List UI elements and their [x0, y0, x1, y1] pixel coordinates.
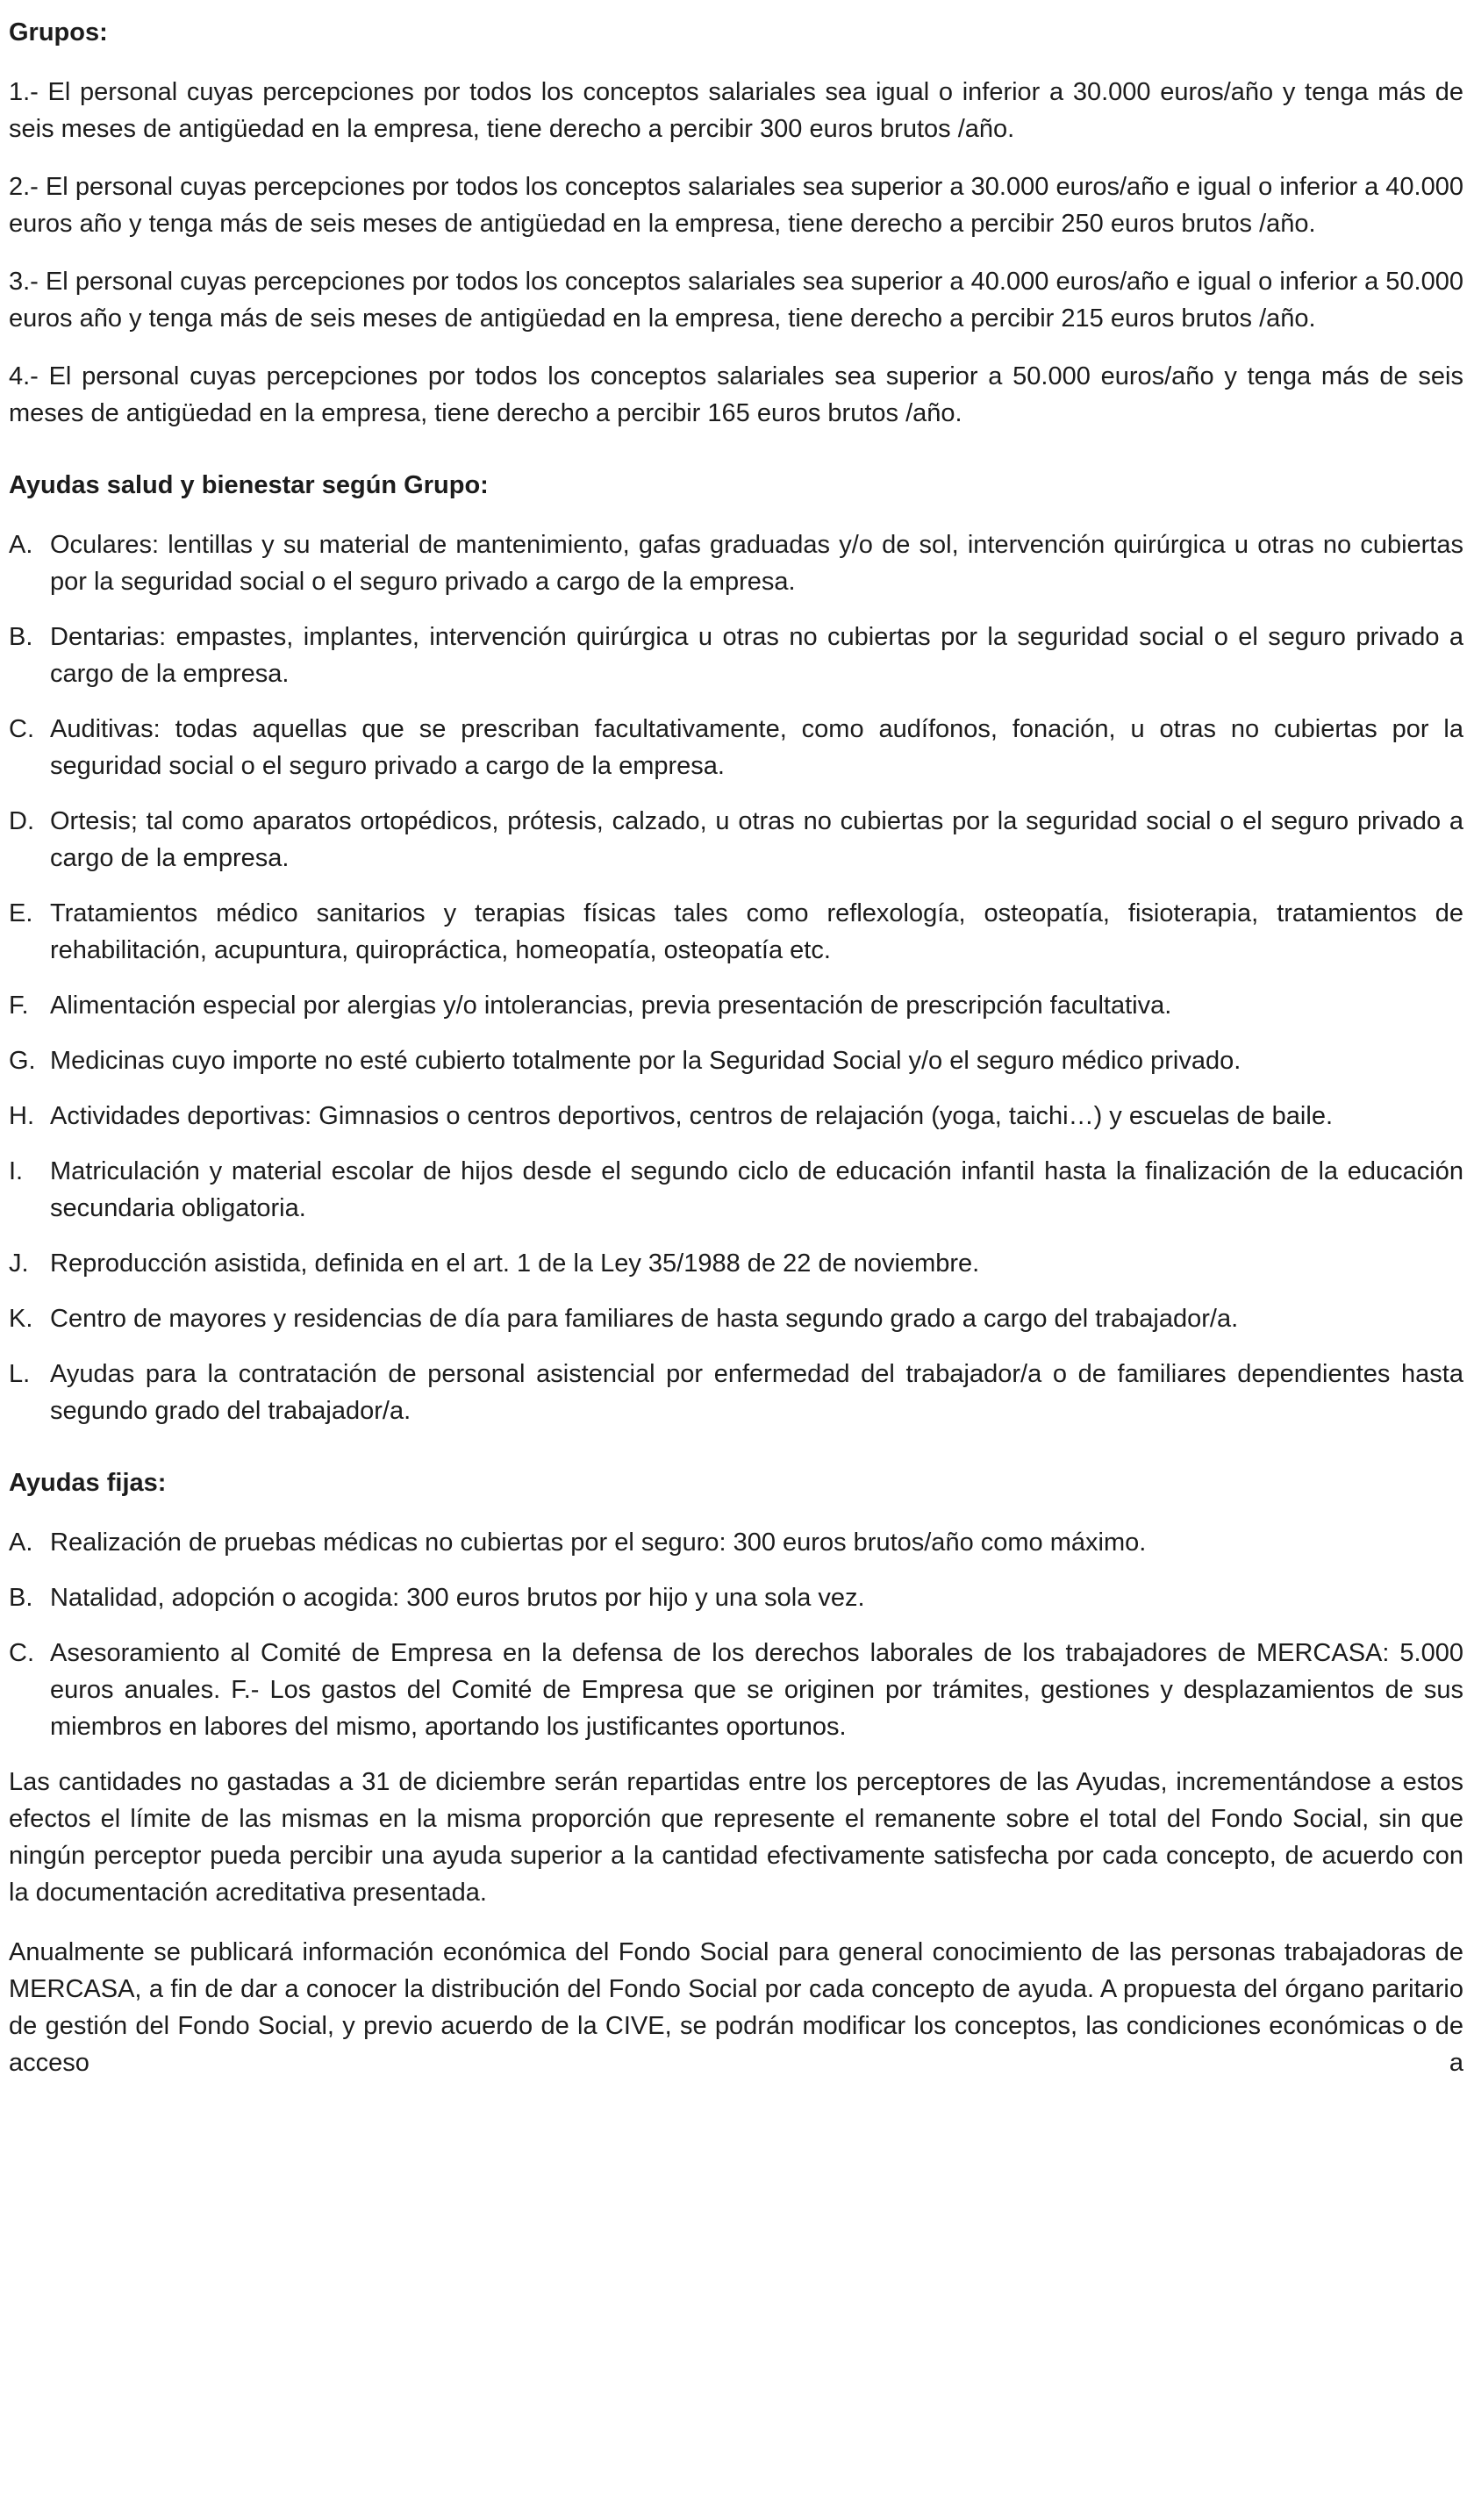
fijas-item-a: [9, 1524, 1463, 1561]
item-text: Asesoramiento al Comité de Empresa en la defensa de los derechos laborales de los trabajadores de MERCASA: 5.000 euros anuales. F.- Los gastos del Comité de Empresa que se originen por trámites, gestiones y desplazamientos de sus miembros en labores del mismo, aportando los justificantes oportunos.: [50, 1639, 1463, 1741]
item-letter: J.: [9, 1249, 29, 1278]
closing-paragraph-publicacion: Anualmente se publicará información económica del Fondo Social para general conocimiento de las personas trabajadoras de MERCASA, a fin de dar a conocer la distribución del Fondo Social por cada concepto de ayuda. A propuesta del órgano paritario de gestión del Fondo Social, y previo acuerdo de la CIVE, se podrán modificar los conceptos, las condiciones económicas o de acceso a: [9, 1938, 1463, 2077]
item-letter: C.: [9, 1639, 34, 1667]
item-letter: I.: [9, 1157, 24, 1185]
salud-item-k: [9, 1300, 1463, 1337]
grupo-paragraph-2: [9, 168, 1463, 242]
item-text: Natalidad, adopción o acogida: 300 euros brutos por hijo y una sola vez.: [50, 1584, 865, 1612]
item-text: El personal cuyas percepciones por todos los conceptos salariales sea superior a 30.000 euros/año e igual o inferior a 40.000 euros año y tenga más de seis meses de antigüedad en la empresa, tiene derecho a percibir 250 euros brutos /año.: [9, 173, 1463, 238]
item-text: Auditivas: todas aquellas que se prescriban facultativamente, como audífonos, fonación, u otras no cubiertas por la seguridad social o el seguro privado a cargo de la empresa.: [50, 715, 1463, 780]
item-text: El personal cuyas percepciones por todos los conceptos salariales sea igual o inferior a 30.000 euros/año y tenga más de seis meses de antigüedad en la empresa, tiene derecho a percibir 300 euros brutos /año.: [9, 78, 1463, 143]
item-letter: B.: [9, 1584, 33, 1612]
item-text: Actividades deportivas: Gimnasios o centros deportivos, centros de relajación (yoga, taichi…) y escuelas de baile.: [50, 1102, 1334, 1130]
item-letter: D.: [9, 807, 34, 835]
item-text: Centro de mayores y residencias de día para familiares de hasta segundo grado a cargo del trabajador/a.: [50, 1305, 1239, 1333]
item-letter: B.: [9, 623, 33, 651]
item-text: Oculares: lentillas y su material de mantenimiento, gafas graduadas y/o de sol, intervención quirúrgica u otras no cubiertas por la seguridad social o el seguro privado a cargo de la empresa.: [50, 531, 1463, 596]
item-text: Ortesis; tal como aparatos ortopédicos, prótesis, calzado, u otras no cubiertas por la seguridad social o el seguro privado a cargo de la empresa.: [50, 807, 1463, 872]
grupo-paragraph-4: [9, 358, 1463, 432]
item-letter: C.: [9, 715, 34, 743]
section-heading-ayudas-salud: Ayudas salud y bienestar según Grupo:: [9, 471, 489, 499]
salud-item-a: [9, 526, 1463, 600]
salud-item-l: [9, 1356, 1463, 1429]
closing-paragraph-remanente: Las cantidades no gastadas a 31 de diciembre serán repartidas entre los perceptores de las Ayudas, incrementándose a estos efectos el límite de las mismas en la misma proporción que represente el remanente sobre el total del Fondo Social, sin que ningún perceptor pueda percibir una ayuda superior a la cantidad efectivamente satisfecha por cada concepto, de acuerdo con la documentación acreditativa presentada.: [9, 1768, 1463, 1907]
salud-item-b: [9, 619, 1463, 692]
item-text: Reproducción asistida, definida en el art. 1 de la Ley 35/1988 de 22 de noviembre.: [50, 1249, 980, 1278]
item-number: 1.-: [9, 78, 39, 106]
item-text: Tratamientos médico sanitarios y terapias físicas tales como reflexología, osteopatía, fisioterapia, tratamientos de rehabilitación, acupuntura, quiropráctica, homeopatía, osteopatía etc.: [50, 899, 1463, 964]
item-letter: K.: [9, 1305, 33, 1333]
item-text: Ayudas para la contratación de personal asistencial por enfermedad del trabajador/a o de familiares dependientes hasta segundo grado del trabajador/a.: [50, 1360, 1463, 1425]
item-letter: G.: [9, 1047, 36, 1075]
item-text: El personal cuyas percepciones por todos los conceptos salariales sea superior a 40.000 euros/año e igual o inferior a 50.000 euros año y tenga más de seis meses de antigüedad en la empresa, tiene derecho a percibir 215 euros brutos /año.: [9, 268, 1463, 333]
section-heading-grupos: Grupos:: [9, 18, 108, 47]
item-letter: A.: [9, 1528, 33, 1557]
item-number: 2.-: [9, 173, 39, 201]
item-text: Alimentación especial por alergias y/o intolerancias, previa presentación de prescripción facultativa.: [50, 992, 1172, 1020]
salud-item-j: [9, 1245, 1463, 1282]
item-letter: H.: [9, 1102, 34, 1130]
item-number: 3.-: [9, 268, 39, 296]
section-heading-ayudas-fijas: Ayudas fijas:: [9, 1469, 167, 1497]
item-letter: F.: [9, 992, 29, 1020]
item-letter: A.: [9, 531, 33, 559]
salud-item-d: [9, 803, 1463, 877]
salud-item-g: [9, 1042, 1463, 1079]
salud-item-i: [9, 1153, 1463, 1227]
item-text: Medicinas cuyo importe no esté cubierto totalmente por la Seguridad Social y/o el seguro médico privado.: [50, 1047, 1241, 1075]
grupo-paragraph-1: [9, 74, 1463, 147]
item-text: Realización de pruebas médicas no cubiertas por el seguro: 300 euros brutos/año como máximo.: [50, 1528, 1147, 1557]
salud-item-h: [9, 1098, 1463, 1135]
grupo-paragraph-3: [9, 263, 1463, 337]
item-text: Dentarias: empastes, implantes, intervención quirúrgica u otras no cubiertas por la seguridad social o el seguro privado a cargo de la empresa.: [50, 623, 1463, 688]
item-letter: L.: [9, 1360, 31, 1388]
item-text: El personal cuyas percepciones por todos los conceptos salariales sea superior a 50.000 euros/año y tenga más de seis meses de antigüedad en la empresa, tiene derecho a percibir 165 euros brutos /año.: [9, 362, 1463, 427]
item-number: 4.-: [9, 362, 39, 390]
salud-item-c: [9, 711, 1463, 784]
fijas-item-c: [9, 1635, 1463, 1745]
fijas-item-b: [9, 1579, 1463, 1616]
item-text: Matriculación y material escolar de hijos desde el segundo ciclo de educación infantil hasta la finalización de la educación secundaria obligatoria.: [50, 1157, 1463, 1222]
salud-item-e: [9, 895, 1463, 969]
item-letter: E.: [9, 899, 33, 927]
salud-item-f: [9, 987, 1463, 1024]
